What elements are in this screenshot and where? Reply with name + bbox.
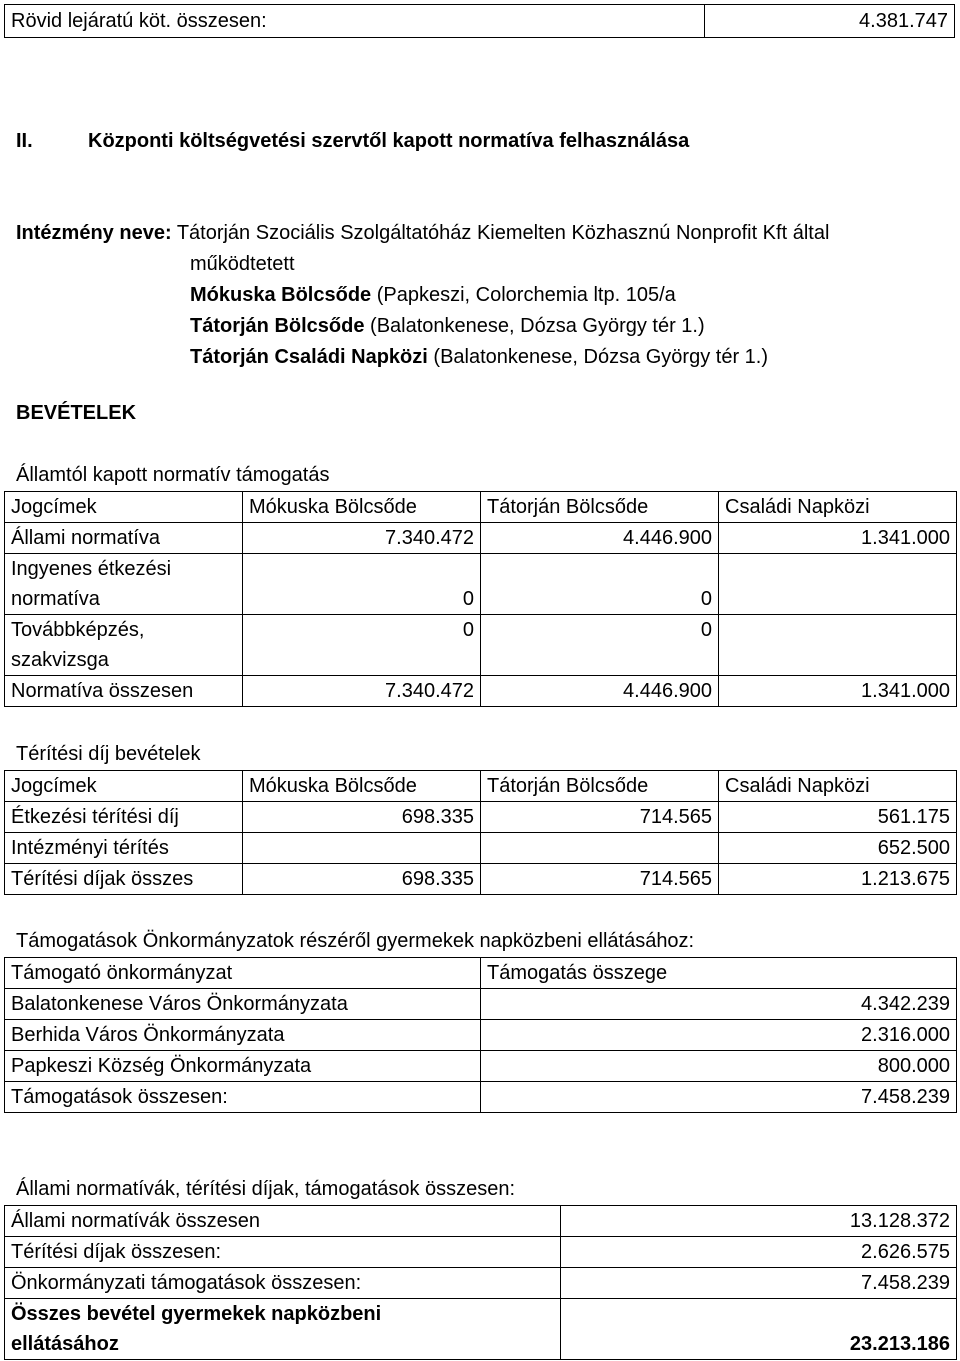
row-label: Támogatások összesen: (5, 1082, 481, 1113)
table-row (5, 1020, 957, 1051)
institution-line1: Tátorján Szociális Szolgáltatóház Kiemelten Közhasznú Nonprofit Kft által (176, 222, 830, 244)
row-label: Állami normatíva (5, 523, 243, 554)
totals-table (4, 1205, 957, 1360)
row-label: Normatíva összesen (5, 676, 243, 707)
cell-value: 1.341.000 (719, 523, 957, 554)
grand-total-row (5, 1299, 957, 1360)
column-header: Tátorján Bölcsőde (481, 492, 719, 523)
cell-value: 652.500 (719, 833, 957, 864)
cell-value: 7.340.472 (243, 676, 481, 707)
row-label: Papkeszi Község Önkormányzata (5, 1051, 481, 1082)
column-header: Jogcímek (5, 492, 243, 523)
institution-label: Intézmény neve: (16, 222, 172, 244)
supports-heading: Támogatások Önkormányzatok részéről gyermekek napközbeni ellátásához: (16, 930, 695, 952)
short-term-liabilities-box (4, 4, 955, 38)
column-header: Mókuska Bölcsőde (243, 771, 481, 802)
cell-value: 2.626.575 (561, 1237, 957, 1268)
table-row (5, 676, 957, 707)
row-label: Térítési díjak összesen: (5, 1237, 561, 1268)
cell-value: 561.175 (719, 802, 957, 833)
column-header: Támogatás összege (481, 958, 957, 989)
unit-name: Tátorján Bölcsőde (190, 315, 365, 337)
column-header: Támogató önkormányzat (5, 958, 481, 989)
row-label: Önkormányzati támogatások összesen: (5, 1268, 561, 1299)
totals-heading: Állami normatívák, térítési díjak, támogatások összesen: (16, 1178, 516, 1200)
row-label: Intézményi térítés (5, 833, 243, 864)
unit-address: (Papkeszi, Colorchemia ltp. 105/a (376, 284, 676, 306)
cell-value (719, 554, 957, 615)
table-row (5, 1051, 957, 1082)
cell-value: 4.446.900 (481, 676, 719, 707)
unit-name: Mókuska Bölcsőde (190, 284, 372, 306)
cell-value: 7.458.239 (561, 1268, 957, 1299)
grand-total-label-line: ellátásához (11, 1333, 119, 1355)
row-label: Állami normatívák összesen (5, 1206, 561, 1237)
unit-address: (Balatonkenese, Dózsa György tér 1.) (370, 315, 705, 337)
table-row (5, 615, 957, 676)
cell-value (719, 615, 957, 676)
table-row (5, 1082, 957, 1113)
table-row (5, 802, 957, 833)
cell-value: 714.565 (481, 864, 719, 895)
column-header: Tátorján Bölcsőde (481, 771, 719, 802)
cell-value: 698.335 (243, 802, 481, 833)
unit-name: Tátorján Családi Napközi (190, 346, 428, 368)
fees-table (4, 770, 957, 895)
cell-value: 4.342.239 (481, 989, 957, 1020)
column-header: Családi Napközi (719, 771, 957, 802)
unit-tatorjan-bolcsode (16, 311, 946, 342)
cell-value: 1.213.675 (719, 864, 957, 895)
table-row (5, 833, 957, 864)
row-label-line: Továbbképzés, (11, 619, 145, 641)
column-header: Mókuska Bölcsőde (243, 492, 481, 523)
cell-value: 0 (243, 615, 481, 676)
cell-value: 7.458.239 (481, 1082, 957, 1113)
table-row (5, 1237, 957, 1268)
revenues-heading: BEVÉTELEK (16, 402, 137, 424)
cell-value (481, 833, 719, 864)
normative-table (4, 491, 957, 707)
cell-value: 0 (481, 554, 719, 615)
cell-value: 714.565 (481, 802, 719, 833)
section-title (16, 126, 689, 157)
row-label-line: Ingyenes étkezési (11, 558, 172, 580)
table-row (5, 554, 957, 615)
column-header: Jogcímek (5, 771, 243, 802)
row-label: Balatonkenese Város Önkormányzata (5, 989, 481, 1020)
table-header-row (5, 492, 957, 523)
grand-total-label (5, 1299, 561, 1360)
institution-block (16, 218, 946, 373)
short-term-liabilities-label: Rövid lejáratú köt. összesen: (5, 5, 705, 38)
table-header-row (5, 771, 957, 802)
table-row (5, 1206, 957, 1237)
row-label: Étkezési térítési díj (5, 802, 243, 833)
row-label: Berhida Város Önkormányzata (5, 1020, 481, 1051)
row-label-line: szakvizsga (11, 649, 109, 671)
grand-total-value: 23.213.186 (561, 1299, 957, 1360)
normative-heading: Államtól kapott normatív támogatás (16, 464, 330, 486)
cell-value: 13.128.372 (561, 1206, 957, 1237)
row-label: Térítési díjak összes (5, 864, 243, 895)
cell-value: 4.446.900 (481, 523, 719, 554)
cell-value: 0 (481, 615, 719, 676)
unit-csaladi-napkozi (16, 342, 946, 373)
short-term-liabilities-value: 4.381.747 (705, 5, 955, 38)
cell-value: 800.000 (481, 1051, 957, 1082)
supports-table (4, 957, 957, 1113)
cell-value: 1.341.000 (719, 676, 957, 707)
row-label-line: normatíva (11, 588, 100, 610)
fees-heading: Térítési díj bevételek (16, 743, 201, 765)
column-header: Családi Napközi (719, 492, 957, 523)
cell-value: 0 (243, 554, 481, 615)
section-title-text: Központi költségvetési szervtől kapott normatíva felhasználása (88, 130, 690, 152)
cell-value: 7.340.472 (243, 523, 481, 554)
table-row (5, 5, 955, 38)
table-row (5, 1268, 957, 1299)
cell-value: 698.335 (243, 864, 481, 895)
row-label (5, 615, 243, 676)
unit-address: (Balatonkenese, Dózsa György tér 1.) (433, 346, 769, 368)
table-row (5, 523, 957, 554)
row-label (5, 554, 243, 615)
section-number: II. (16, 130, 33, 152)
table-row (5, 989, 957, 1020)
table-header-row (5, 958, 957, 989)
institution-line2: működtetett (190, 253, 295, 275)
unit-mokuska (16, 280, 946, 311)
table-row (5, 864, 957, 895)
cell-value: 2.316.000 (481, 1020, 957, 1051)
grand-total-label-line: Összes bevétel gyermekek napközbeni (11, 1303, 382, 1325)
cell-value (243, 833, 481, 864)
